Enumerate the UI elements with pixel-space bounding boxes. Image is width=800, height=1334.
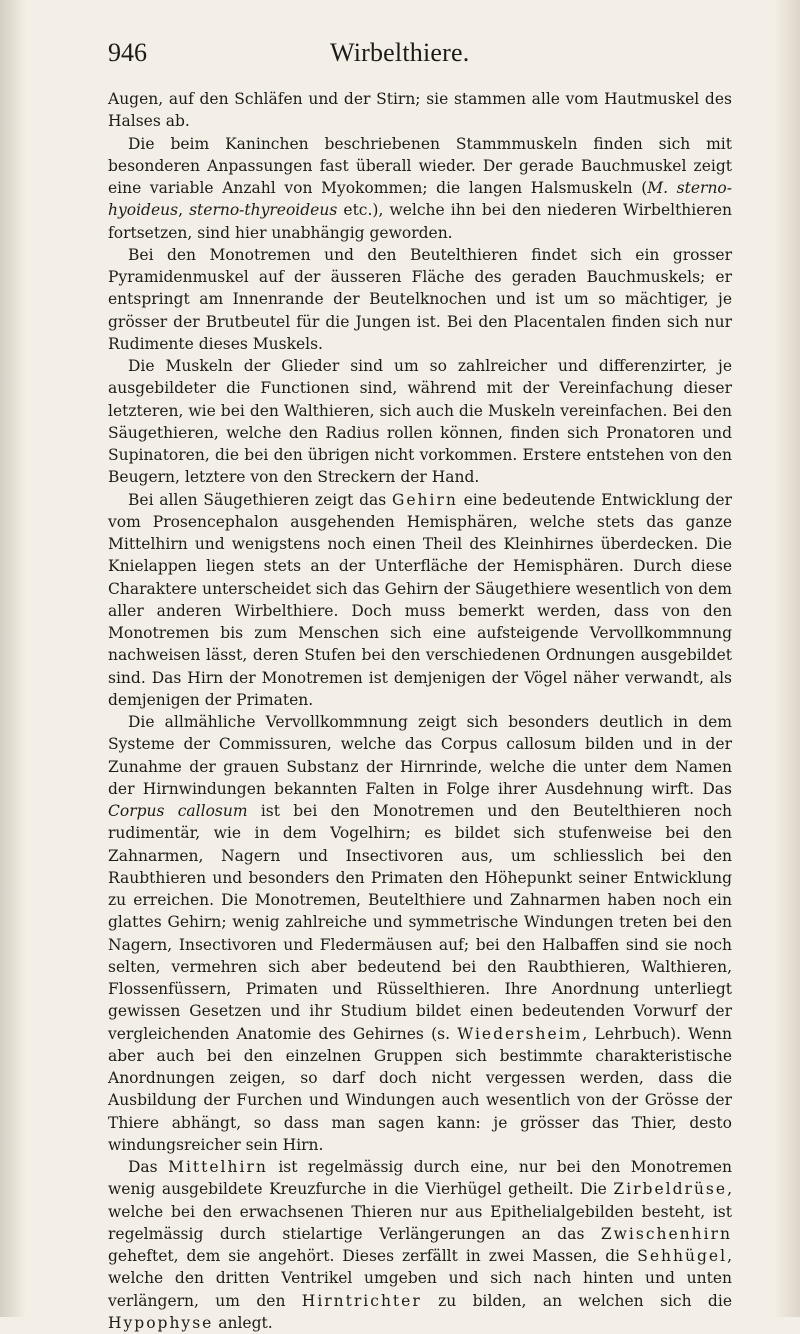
paragraph bbox=[108, 1156, 732, 1334]
spaced-term: Gehirn bbox=[392, 490, 458, 509]
text-run: geheftet, dem sie angehört. Dieses zerfällt in zwei Massen, die bbox=[108, 1247, 638, 1265]
text-run: Die allmähliche Vervollkommnung zeigt sich besonders deutlich in dem Systeme der Commissuren, welche das Corpus callosum bilden und in der Zunahme der grauen Substanz der Hirnrinde, welche die unter dem Namen der Hirnwindungen bekannten Falten in Folge ihrer Ausdehnung wirft. Das bbox=[108, 713, 732, 798]
spaced-term: Hirntrichter bbox=[301, 1291, 422, 1310]
text-run: , bbox=[178, 201, 190, 220]
page-header bbox=[108, 34, 732, 72]
text-run: Das bbox=[128, 1158, 169, 1176]
text-run: , welche den dritten Ventrikel umgeben und sich nach hinten und unten verlängern, um den bbox=[108, 1247, 732, 1310]
text-run: ist bei den Monotremen und den Beutelthieren noch rudimentär, wie in dem Vogelhirn; es bildet sich stufenweise bei den Zahnarmen, Nagern und Insectivoren aus, um schliesslich bei den Raubthieren und besonders den Primaten den Höhepunkt seiner Entwicklung zu erreichen. Die Monotremen, Beutelthiere und Zahnarmen haben noch ein glattes Gehirn; wenig zahlreiche und symmetrische Windungen treten bei den Nagern, Insectivoren und Fledermäusen auf; bei den Halbaffen sind sie noch selten, vermehren sich aber bedeutend bei den Raubthieren, Walthieren, Flossenfüssern, Primaten und Rüsselthieren. Ihre Anordnung unterliegt gewissen Gesetzen und ihr Studium bildet einen bedeutenden Vorwurf der vergleichenden Anatomie des Gehirnes (s. bbox=[108, 802, 732, 1043]
text-run: Bei allen Säugethieren zeigt das bbox=[128, 490, 392, 509]
text-run: Die beim Kaninchen beschriebenen Stammmuskeln finden sich mit besonderen Anpassungen fast überall wieder. Der gerade Bauchmuskel zeigt eine variable Anzahl von Myokommen; die langen Halsmuskeln ( bbox=[108, 134, 732, 197]
body-text bbox=[108, 88, 732, 1334]
page-edge-shadow bbox=[774, 0, 800, 1317]
text-run: eine bedeutende Entwicklung der vom Prosencephalon ausgehenden Hemisphären, welche stets das ganze Mittelhirn und wenigstens noch einen Theil des Kleinhirnes überdecken. Die Knielappen liegen stets an der Unterfläche der Hemisphären. Durch diese Charaktere unterscheidet sich das Gehirn der Säugethiere wesentlich von dem aller anderen Wirbelthiere. Doch muss bemerkt werden, dass von den Monotremen bis zum Menschen sich eine aufsteigende Vervollkommnung nachweisen lässt, deren Stufen bei den verschiedenen Ordnungen ausgebildet sind. Das Hirn der Monotremen ist demjenigen der Vögel näher verwandt, als demjenigen der Primaten. bbox=[108, 490, 733, 709]
spaced-term: Zirbeldrüse bbox=[613, 1180, 728, 1199]
italic-term: M. sterno-hyoideus bbox=[108, 179, 733, 220]
text-run: Bei den Monotremen und den Beutelthieren findet sich ein grosser Pyramidenmuskel auf der äusseren Fläche des geraden Bauchmuskels; er entspringt am Innenrande der Beutelknochen und ist um so mächtiger, je grösser der Brutbeutel für die Jungen ist. Bei den Placentalen finden sich nur Rudimente dieses Muskels. bbox=[108, 245, 732, 353]
text-run: zu bilden, an welchen sich die bbox=[421, 1291, 732, 1310]
running-title: Wirbelthiere. bbox=[330, 38, 470, 67]
spaced-term: Mittelhirn bbox=[168, 1158, 268, 1176]
text-run: , Lehrbuch). Wenn aber auch bei den einzelnen Gruppen sich bestimmte charakteristische Anordnungen zeigen, so darf doch nicht vergessen werden, dass die Ausbildung der Furchen und Windungen auch wesentlich von der Grösse der Thiere abhängt, so dass man sagen kann: je grösser das Thier, desto windungsreicher sein Hirn. bbox=[108, 1024, 732, 1154]
text-run: , welche bei den erwachsenen Thieren nur aus Epithelialgebilden besteht, ist regelmässig durch stielartige Verlängerungen an das bbox=[108, 1180, 732, 1243]
text-run: ist regelmässig durch eine, nur bei den Monotremen wenig ausgebildete Kreuzfurche in die Vierhügel getheilt. Die bbox=[108, 1158, 732, 1199]
paragraph bbox=[108, 355, 732, 489]
italic-term: sterno-thyreoideus bbox=[189, 201, 338, 220]
spaced-term: Sehhügel bbox=[637, 1247, 728, 1265]
paragraph bbox=[108, 244, 732, 355]
paragraph bbox=[108, 88, 732, 133]
paragraph bbox=[108, 489, 732, 712]
text-run: Die Muskeln der Glieder sind um so zahlreicher und differenzirter, je ausgebildeter die Functionen sind, während mit der Vereinfachung dieser letzteren, wie bei den Walthieren, sich auch die Muskeln vereinfachen. Bei den Säugethieren, welche den Radius rollen können, finden sich Pronatoren und Supinatoren, die bei den übrigen nicht vorkommen. Erstere entstehen von den Beugern, letztere von den Streckern der Hand. bbox=[108, 357, 732, 487]
text-run: etc.), welche ihn bei den niederen Wirbelthieren fortsetzen, sind hier unabhängig geworden. bbox=[108, 201, 732, 242]
spaced-term: Hypophyse bbox=[108, 1313, 214, 1332]
spaced-term: Zwischenhirn bbox=[600, 1224, 732, 1243]
text-run: Augen, auf den Schläfen und der Stirn; sie stammen alle vom Hautmuskel des Halses ab. bbox=[108, 90, 732, 131]
text-run: anlegt. bbox=[213, 1313, 273, 1332]
page-gutter-shadow bbox=[0, 0, 26, 1317]
spaced-term: Wiedersheim bbox=[457, 1024, 583, 1043]
paragraph bbox=[108, 711, 732, 1156]
paragraph bbox=[108, 133, 732, 244]
page-number: 946 bbox=[108, 38, 147, 67]
italic-term: Corpus callosum bbox=[108, 802, 248, 820]
